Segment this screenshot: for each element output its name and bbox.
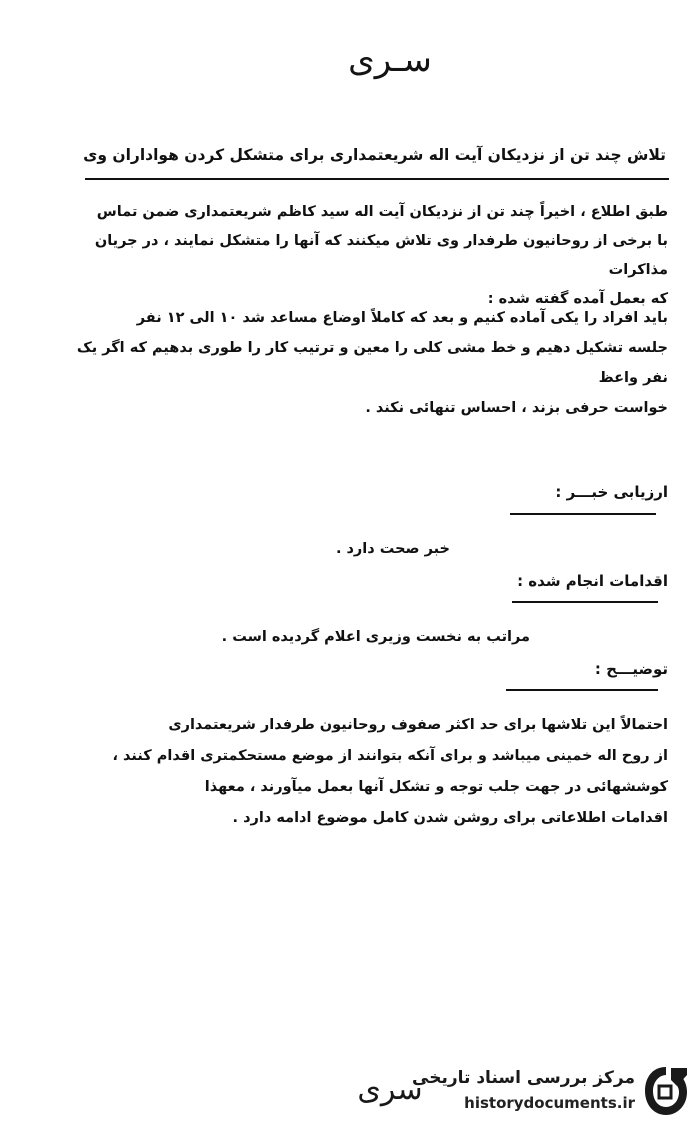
- evaluation-text: خبر صحت دارد .: [335, 541, 450, 557]
- body-paragraph-2: باید افراد را یکی آماده کنیم و بعد که کاملاً اوضاع مساعد شد ۱۰ الی ۱۲ نفر جلسه تشکیل دهیم و خط مشی کلی را معین و ترتیب کار را طوری بدهیم که اگر یک نفر واعظ خواست حرفی بزند ، احساس تنهائی نکند .: [76, 310, 668, 416]
- archive-logo-icon: [641, 1064, 691, 1118]
- evaluation-heading: ارزیابی خبـــر :: [555, 483, 668, 501]
- actions-text: مراتب به نخست وزیری اعلام گردیده است .: [221, 629, 530, 645]
- evaluation-underline: [510, 513, 656, 515]
- explanation-text: احتمالاً این تلاشها برای حد اکثر صفوف روحانیون طرفدار شریعتمداری از روح اله خمینی میباشد و برای آنکه بتوانند از موضع مستحکمتری اقدام کنند ، کوششهائی در جهت جلب توجه و تشکل آنها بعمل میآورند ، معهذا اقدامات اطلاعاتی برای روشن شدن کامل موضوع ادامه دارد .: [112, 717, 668, 826]
- explanation-underline: [506, 689, 658, 691]
- subject-line: تلاش چند تن از نزدیکان آیت اله شریعتمداری برای متشکل کردن هواداران وی: [83, 146, 666, 164]
- actions-heading: اقدامات انجام شده :: [517, 572, 668, 590]
- actions-underline: [512, 601, 658, 603]
- explanation-heading: توضیـــح :: [594, 660, 668, 678]
- classification-bottom: سری: [357, 1072, 423, 1107]
- subject-underline: [85, 178, 669, 180]
- classification-top: سـری: [348, 40, 432, 80]
- watermark-url: historydocuments.ir: [464, 1094, 635, 1112]
- body-paragraph-1: طبق اطلاع ، اخیراً چند تن از نزدیکان آیت اله سید کاظم شریعتمداری ضمن تماس با برخی از روحانیون طرفدار وی تلاش میکنند که آنها را متشکل نمایند ، در جریان مذاکرات که بعمل آمده گفته شده :: [94, 204, 668, 307]
- watermark: [405, 1062, 695, 1124]
- watermark-title: مرکز بررسی اسناد تاریخی: [412, 1068, 635, 1088]
